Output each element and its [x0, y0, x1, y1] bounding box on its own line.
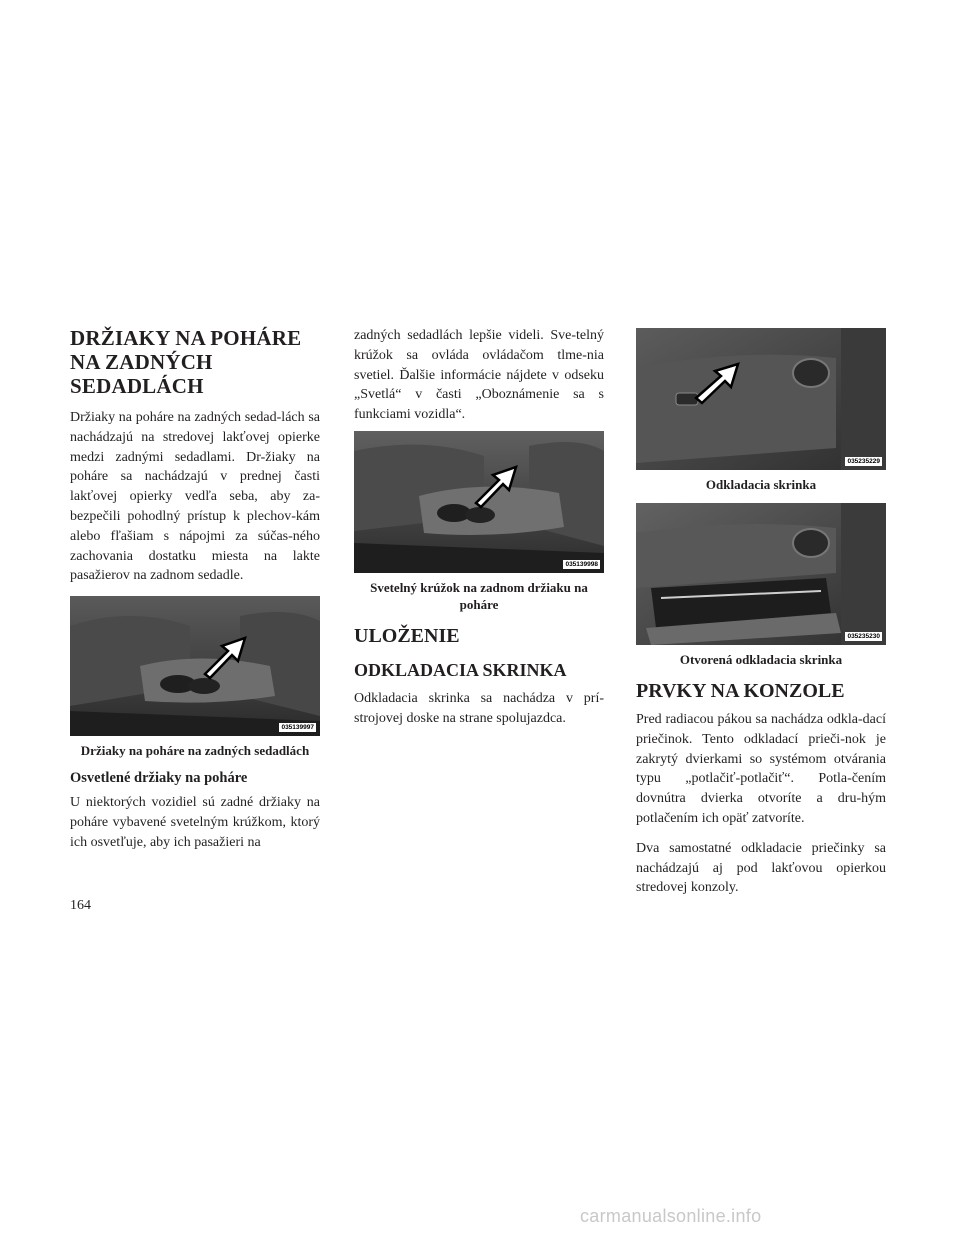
heading-storage: ULOŽENIE — [354, 624, 460, 647]
figure-code: 035235229 — [847, 458, 880, 465]
paragraph-lit-cupholders-cont: zadných sedadlách lepšie videli. Sve-telný krúžok sa ovláda ovládačom tlme-nia svetiel. Ďalšie informácie nájdete v odseku „Svetlá“ v časti „Oboznámenie sa s funkciami vozidla“. — [354, 328, 604, 423]
figure-light-ring — [354, 431, 604, 573]
paragraph-glove-box: Odkladacia skrinka sa nachádza v prí-strojovej doske na strane spolujazdca. — [354, 690, 604, 726]
figure-open-glove-box — [636, 503, 886, 645]
figure-caption: Otvorená odkladacia skrinka — [679, 652, 843, 667]
figure-caption: Svetelný krúžok na zadnom držiaku na poháre — [370, 579, 588, 612]
page-number: 164 — [70, 898, 91, 913]
figure-caption: Držiaky na poháre na zadných sedadlách — [80, 743, 310, 759]
figure-glove-box — [636, 328, 886, 470]
figure-code: 035235230 — [847, 633, 880, 640]
paragraph-console-2: Dva samostatné odkladacie priečinky sa nachádzajú aj pod lakťovou opierkou stredovej konzoly. — [636, 840, 886, 896]
figure-rear-cupholders — [70, 596, 320, 736]
figure-code: 035139997 — [281, 724, 314, 732]
heading-rear-cupholders: DRŽIAKY NA POHÁRE NA ZADNÝCH SEDADLÁCH — [70, 326, 302, 398]
column-left — [70, 326, 320, 863]
paragraph-rear-cupholders: Držiaky na poháre na zadných sedad-lách sa nachádzajú na stredovej lakťovej opierke medzi zadnými sedadlami. Dr-žiaky na poháre sa nachádzajú v prednej časti lakťovej opierky vedľa seba, aby za-bezpečili pohodlný prístup k plechov-kám alebo fľašiam s nápojmi za súčas-ného zachovania dostatku miesta na lakte pasažierov na zadnom sedadle. — [70, 410, 320, 584]
paragraph-lit-cupholders: U niektorých vozidiel sú zadné držiaky na poháre vybavené svetelným krúžkom, ktorý ich osvetľuje, aby ich pasažieri na — [70, 795, 320, 850]
heading-glove-box: ODKLADACIA SKRINKA — [354, 659, 567, 680]
column-middle — [354, 326, 604, 739]
figure-code: 035139998 — [565, 560, 598, 568]
heading-console-features: PRVKY NA KONZOLE — [636, 680, 845, 702]
subheading-lit-cupholders: Osvetlené držiaky na poháre — [70, 770, 248, 787]
column-right — [636, 326, 886, 908]
figure-caption: Odkladacia skrinka — [705, 477, 817, 492]
paragraph-console-1: Pred radiacou pákou sa nachádza odkla-dací priečinok. Tento odkladací prieči-nok je zakrytý dvierkami so systémom otvárania typu „potlačiť-potlačiť“. Potla-čením dovnútra dvierka otvoríte a dru-hým potlačením ich opäť zatvoríte. — [636, 712, 886, 826]
watermark: carmanualsonline.info — [580, 1206, 762, 1226]
